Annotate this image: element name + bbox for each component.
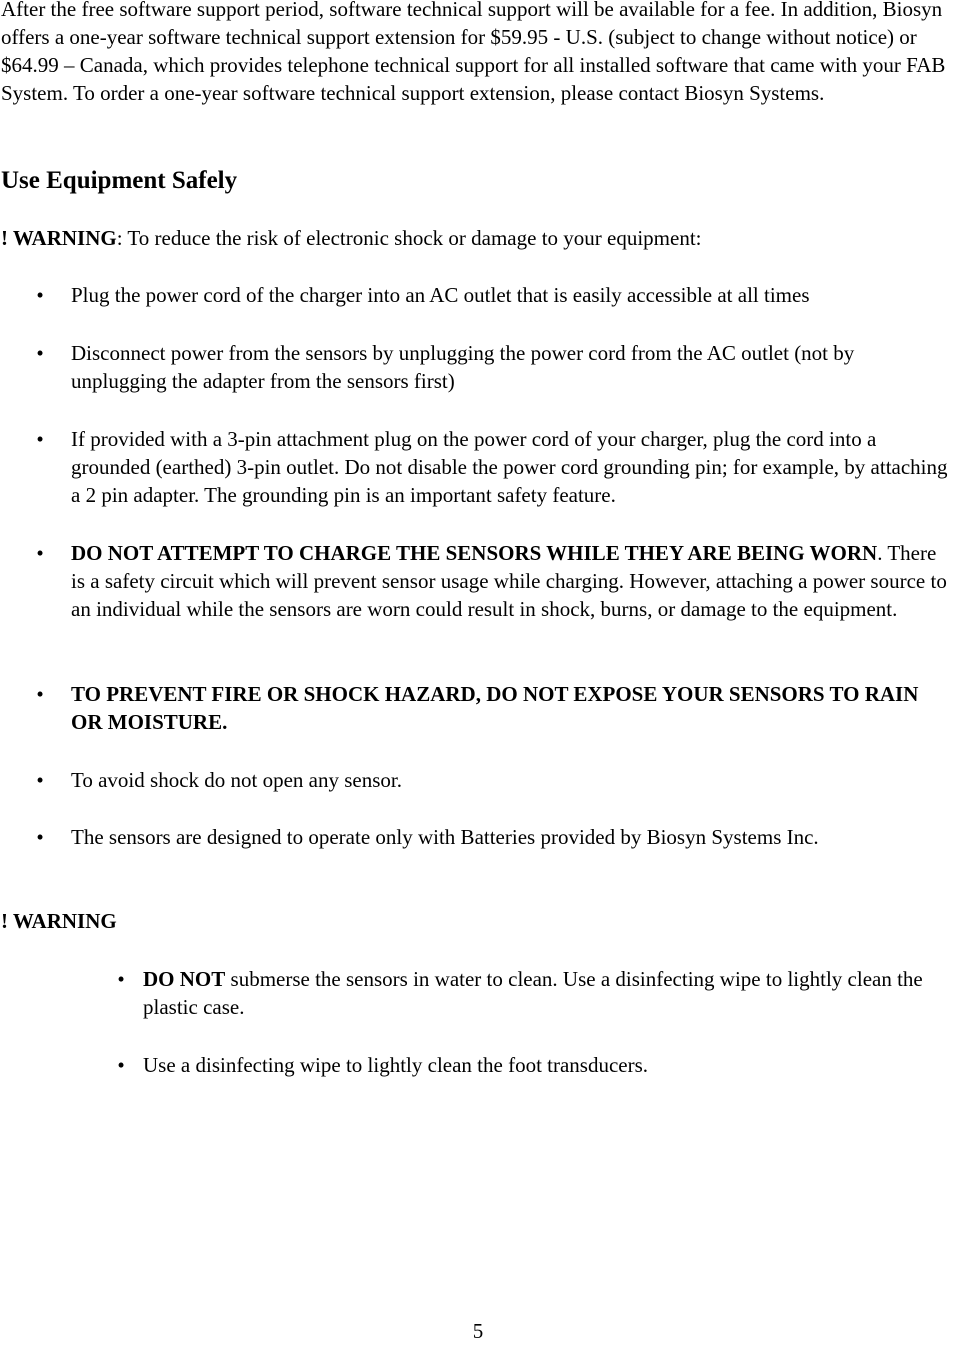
bullet-icon: • bbox=[36, 682, 44, 706]
page-number: 5 bbox=[472, 1319, 484, 1343]
safety-item-emphasis: TO PREVENT FIRE OR SHOCK HAZARD, DO NOT EXPOSE YOUR SENSORS TO RAIN OR MOISTURE. bbox=[71, 682, 919, 734]
cleaning-item-text: Use a disinfecting wipe to lightly clean the foot transducers. bbox=[143, 1053, 649, 1077]
safety-item-text: Disconnect power from the sensors by unplugging the power cord from the AC outlet (not by unplugging the adapter from the sensors first) bbox=[71, 341, 855, 393]
safety-item-text: . There is a safety circuit which will prevent sensor usage while charging. However, attaching a power source to an individual while the sensors are worn could result in shock, burns, or damage to the equipment. bbox=[71, 541, 947, 621]
bullet-icon: • bbox=[36, 427, 44, 451]
intro-paragraph: After the free software support period, software technical support will be available for a fee. In addition, Biosyn offers a one-year software technical support extension for $59.95 - U.S. (subject to change without notice) or $64.99 – Canada, which provides telephone technical support for all installed software that came with your FAB System. To order a one-year software technical support extension, please contact Biosyn Systems. bbox=[1, 0, 946, 105]
safety-item-text: If provided with a 3-pin attachment plug on the power cord of your charger, plug the cord into a grounded (earthed) 3-pin outlet. Do not disable the power cord grounding pin; for example, by attaching a 2 pin adapter. The grounding pin is an important safety feature. bbox=[71, 427, 948, 507]
safety-item-emphasis: DO NOT ATTEMPT TO CHARGE THE SENSORS WHILE THEY ARE BEING WORN bbox=[71, 541, 878, 565]
safety-item bbox=[71, 823, 951, 851]
safety-item bbox=[71, 766, 951, 794]
safety-item-text: The sensors are designed to operate only with Batteries provided by Biosyn Systems Inc. bbox=[71, 825, 819, 849]
cleaning-item-emphasis: DO NOT bbox=[143, 967, 226, 991]
section-title: Use Equipment Safely bbox=[1, 167, 238, 194]
bullet-icon: • bbox=[117, 1053, 125, 1077]
bullet-icon: • bbox=[117, 967, 125, 991]
bullet-icon: • bbox=[36, 341, 44, 365]
cleaning-item bbox=[143, 1051, 951, 1079]
second-warning bbox=[1, 907, 117, 935]
safety-item-text: To avoid shock do not open any sensor. bbox=[71, 768, 402, 792]
warning-prefix: ! WARNING bbox=[1, 226, 117, 250]
warning-line bbox=[1, 224, 702, 252]
safety-item bbox=[71, 281, 951, 309]
bullet-icon: • bbox=[36, 768, 44, 792]
safety-item bbox=[71, 339, 951, 395]
second-warning-text: ! WARNING bbox=[1, 909, 117, 933]
safety-item-text: Plug the power cord of the charger into an AC outlet that is easily accessible at all times bbox=[71, 283, 810, 307]
bullet-icon: • bbox=[36, 541, 44, 565]
safety-item bbox=[71, 680, 951, 736]
safety-item bbox=[71, 425, 951, 509]
cleaning-item-text: submerse the sensors in water to clean. Use a disinfecting wipe to lightly clean the plastic case. bbox=[143, 967, 923, 1019]
bullet-icon: • bbox=[36, 825, 44, 849]
cleaning-item bbox=[143, 965, 951, 1021]
safety-item bbox=[71, 539, 951, 623]
warning-text: : To reduce the risk of electronic shock or damage to your equipment: bbox=[116, 226, 702, 250]
bullet-icon: • bbox=[36, 283, 44, 307]
